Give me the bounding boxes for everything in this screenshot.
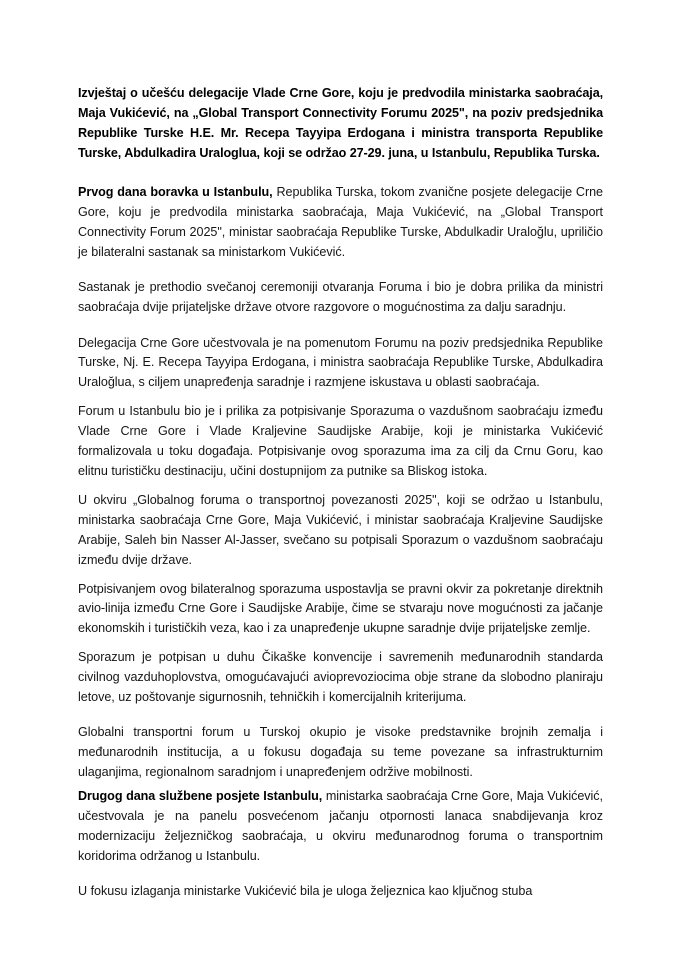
day-two-paragraph — [78, 787, 603, 867]
title-paragraph: Izvještaj o učešću delegacije Vlade Crne Gore, koju je predvodila ministarka saobraćaja, Maja Vukićević, na „Global Transport Connectivity Forumu 2025", na poziv predsjednika Republike Turske H.E. Mr. Recepa Tayyipa Erdogana i ministra transporta Republike Turske, Abdulkadira Uraloglua, koji se održao 27-29. juna, u Istanbulu, Republika Turska. — [78, 86, 603, 160]
day-one-rest: Republika Turska, tokom zvanične posjete delegacije Crne Gore, koju je predvodila ministarka saobraćaja, Maja Vukićević, na „Global Transport Connectivity Forum 2025", ministar saobraćaja Republike Turske, Abdulkadir Uraloğlu, upriličio je bilateralni sastanak sa ministarkom Vukićević. — [78, 185, 603, 259]
railways-paragraph: U fokusu izlaganja ministarke Vukićević bila je uloga željeznica kao ključnog stuba — [78, 884, 533, 899]
day-one-paragraph — [78, 183, 603, 263]
day-two-lead: Drugog dana službene posjete Istanbulu, — [78, 789, 323, 804]
day-two-rest: ministarka saobraćaja Crne Gore, Maja Vukićević, učestvovala je na panelu posvećenom jačanju otpornosti lanaca snabdijevanja kroz modernizaciju željezničkog saobraćaja, u okviru međunarodnog foruma o transportnim koridorima održanog u Istanbulu. — [78, 789, 603, 863]
forum-signing-paragraph: U okviru „Globalnog foruma o transportnoj povezanosti 2025", koji se održao u Istanbulu, ministarka saobraćaja Crne Gore, Maja Vukićević, i ministar saobraćaja Kraljevine Saudijske Arabije, Saleh bin Nasser Al-Jasser, svečano su potpisali Sporazum o vazdušnom saobraćaju između dvije države. — [78, 492, 603, 567]
document-text-body — [78, 84, 603, 902]
legal-framework-paragraph: Potpisivanjem ovog bilateralnog sporazuma uspostavlja se pravni okvir za pokretanje direktnih avio-linija između Crne Gore i Saudijske Arabije, čime se stvaraju nove mogućnosti za jačanje ekonomskih i turističkih veza, kao i za unapređenje ukupne saradnje dvije prijateljske zemlje. — [78, 581, 603, 636]
global-forum-paragraph: Globalni transportni forum u Turskoj okupio je visoke predstavnike brojnih zemalja i međunarodnih institucija, a u fokusu događaja su teme povezane sa infrastrukturnim ulaganjima, regionalnom saradnjom i unapređenjem održive mobilnosti. — [78, 725, 603, 780]
chicago-convention-paragraph: Sporazum je potpisan u duhu Čikaške konvencije i savremenih međunarodnih standarda civilnog vazduhoplovstva, omogućavajući avioprevoziocima obje strane da slobodno planiraju letove, uz poštovanje sigurnosnih, tehničkih i komercijalnih kriterijuma. — [78, 650, 603, 705]
agreement-paragraph: Forum u Istanbulu bio je i prilika za potpisivanje Sporazuma o vazdušnom saobraćaju između Vlade Crne Gore i Vlade Kraljevine Saudijske Arabije, koji je ministarka Vukićević formalizovala u toku događaja. Potpisivanje ovog sporazuma ima za cilj da Crnu Goru, kao elitnu turističku destinaciju, učini dostupnijom za putnike sa Bliskog istoka. — [78, 404, 603, 478]
delegation-paragraph: Delegacija Crne Gore učestvovala je na pomenutom Forumu na poziv predsjednika Republike Turske, Nj. E. Recepa Tayyipa Erdogana, i ministra saobraćaja Republike Turske, Abdulkadira Uraloğlua, s ciljem unapređenja saradnje i razmjene iskustava u oblasti saobraćaja. — [78, 335, 603, 390]
day-one-lead: Prvog dana boravka u Istanbulu, — [78, 185, 273, 200]
ceremony-paragraph: Sastanak je prethodio svečanoj ceremoniji otvaranja Foruma i bio je dobra prilika da ministri saobraćaja dvije prijateljske države otvore razgovore o mogućnostima za dalju saradnju. — [78, 280, 603, 315]
